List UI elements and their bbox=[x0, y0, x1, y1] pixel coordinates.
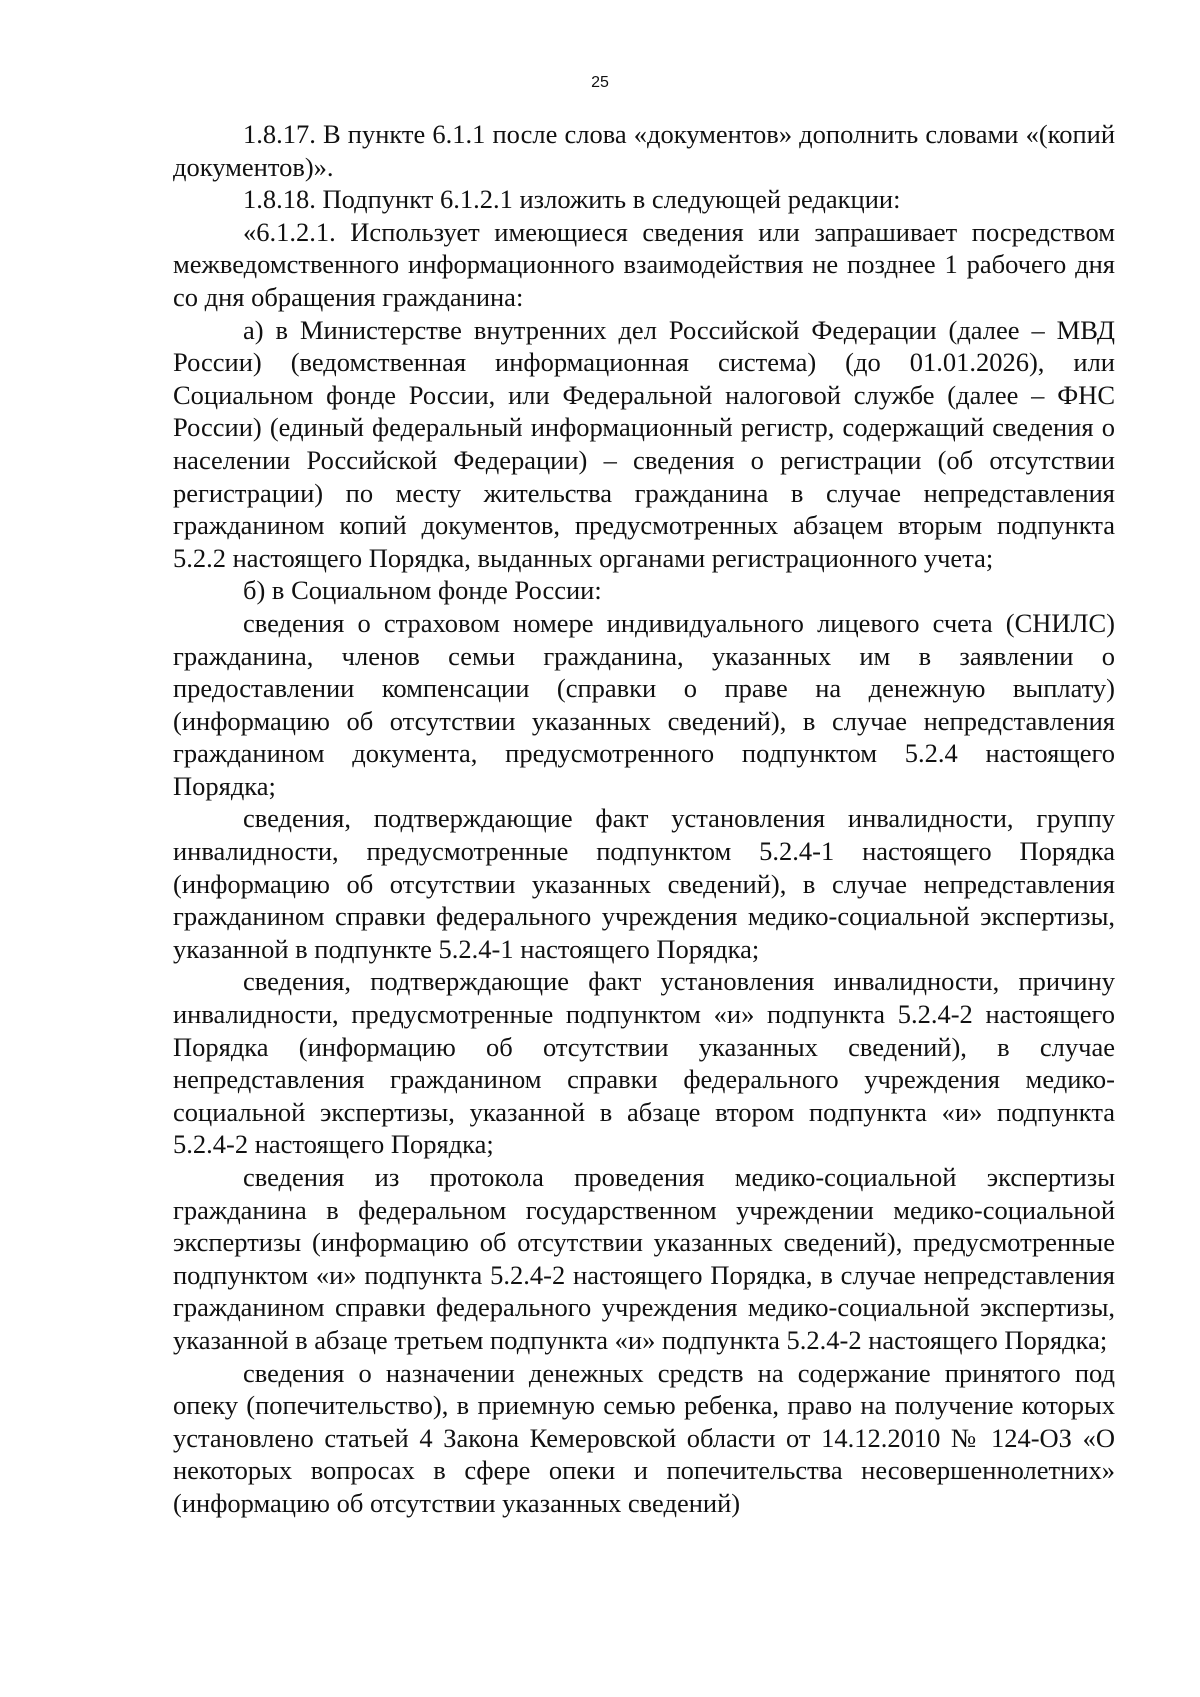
paragraph-item-a: а) в Министерстве внутренних дел Российской Федерации (далее – МВД России) (ведомственная информационная система) (до 01.01.2026), или Социальном фонде России, или Федеральной налоговой службе (далее – ФНС России) (единый федеральный информационный регистр, содержащий сведения о населении Российской Федерации) – сведения о регистрации (об отсутствии регистрации) по месту жительства гражданина в случае непредставления гражданином копий документов, предусмотренных абзацем вторым подпункта 5.2.2 настоящего Порядка, выданных органами регистрационного учета; bbox=[173, 314, 1115, 573]
paragraph-snils: сведения о страховом номере индивидуального лицевого счета (СНИЛС) гражданина, членов семьи гражданина, указанных им в заявлении о предоставлении компенсации (справки о праве на денежную выплату) (информацию об отсутствии указанных сведений), в случае непредставления гражданином документа, предусмотренного подпунктом 5.2.4 настоящего Порядка; bbox=[173, 607, 1115, 801]
document-body bbox=[173, 118, 1115, 1520]
paragraph-disability-cause: сведения, подтверждающие факт установления инвалидности, причину инвалидности, предусмотренные подпунктом «и» подпункта 5.2.4-2 настоящего Порядка (информацию об отсутствии указанных сведений), в случае непредставления гражданином справки федерального учреждения медико-социальной экспертизы, указанной в абзаце втором подпункта «и» подпункта 5.2.4-2 настоящего Порядка; bbox=[173, 966, 1115, 1160]
paragraph-1-8-18: 1.8.18. Подпункт 6.1.2.1 изложить в следующей редакции: bbox=[243, 184, 901, 215]
paragraph-1-8-17: 1.8.17. В пункте 6.1.1 после слова «документов» дополнить словами «(копий документов)». bbox=[173, 119, 1115, 182]
paragraph-item-b: б) в Социальном фонде России: bbox=[243, 575, 602, 606]
paragraph-mse-protocol: сведения из протокола проведения медико-социальной экспертизы гражданина в федеральном государственном учреждении медико-социальной экспертизы (информацию об отсутствии указанных сведений), предусмотренные подпунктом «и» подпункта 5.2.4-2 настоящего Порядка, в случае непредставления гражданином справки федерального учреждения медико-социальной экспертизы, указанной в абзаце третьем подпункта «и» подпункта 5.2.4-2 настоящего Порядка; bbox=[173, 1162, 1115, 1355]
page-number: 25 bbox=[591, 74, 609, 91]
paragraph-6-1-2-1: «6.1.2.1. Использует имеющиеся сведения или запрашивает посредством межведомственного информационного взаимодействия не позднее 1 рабочего дня со дня обращения гражданина: bbox=[173, 216, 1115, 312]
paragraph-guardianship-funds: сведения о назначении денежных средств на содержание принятого под опеку (попечительство), в приемную семью ребенка, право на получение которых установлено статьей 4 Закона Кемеровской области от 14.12.2010 № 124-ОЗ «О некоторых вопросах в сфере опеки и попечительства несовершеннолетних» (информацию об отсутствии указанных сведений) bbox=[173, 1357, 1115, 1518]
paragraph-disability-group: сведения, подтверждающие факт установления инвалидности, группу инвалидности, предусмотренные подпунктом 5.2.4-1 настоящего Порядка (информацию об отсутствии указанных сведений), в случае непредставления гражданином справки федерального учреждения медико-социальной экспертизы, указанной в подпункте 5.2.4-1 настоящего Порядка; bbox=[173, 803, 1115, 964]
